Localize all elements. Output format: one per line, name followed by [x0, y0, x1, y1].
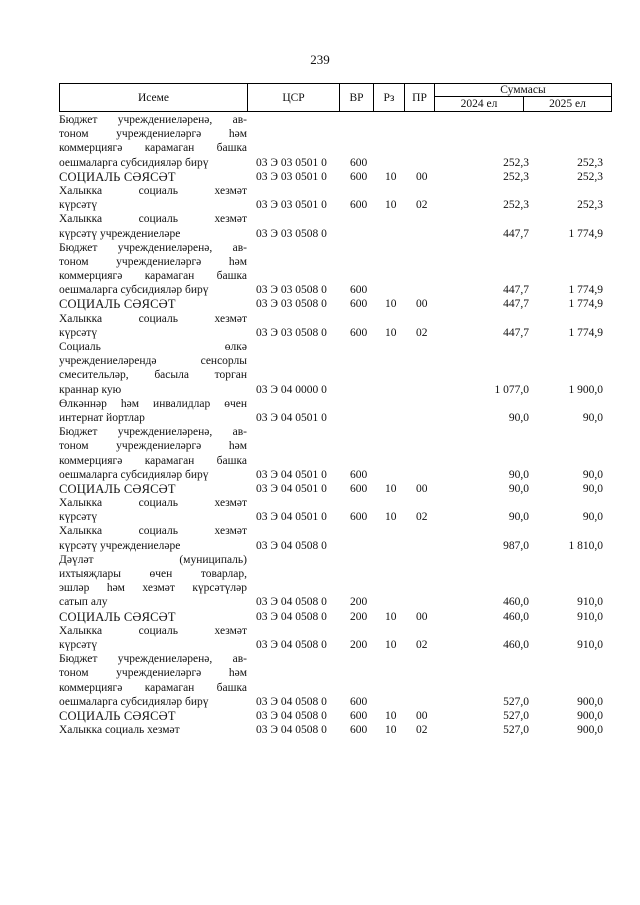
row-pr: 00: [416, 610, 428, 623]
row-sum-2024: 252,3: [503, 156, 529, 169]
row-name-line: күрсәтү: [59, 199, 98, 212]
row-name-line: эшләр һәм хезмәт күрсәтүләр: [59, 582, 247, 595]
row-name-line: сатып алу: [59, 596, 108, 609]
row-vr: 600: [350, 511, 368, 524]
row-name-line: СОЦИАЛЬ СӘЯСӘТ: [59, 609, 176, 624]
table-row: [59, 241, 611, 298]
row-sum-2025: 90,0: [582, 411, 603, 424]
row-name: [59, 184, 247, 212]
row-sum-2024: 1 077,0: [494, 383, 529, 396]
row-sum-2024: 447,7: [503, 227, 529, 240]
row-name: [59, 312, 247, 340]
row-pr: 02: [416, 326, 428, 339]
row-sum-2025: 900,0: [577, 709, 603, 722]
row-rz: 10: [385, 326, 397, 339]
row-sum-2025: 1 774,9: [568, 326, 603, 339]
table-row: [59, 524, 611, 552]
row-csr: 03 Э 04 0508 0: [256, 539, 327, 552]
row-name-line: Халыкка социаль хезмәт: [59, 312, 247, 325]
row-pr: 00: [416, 298, 428, 311]
row-vr: 600: [350, 695, 368, 708]
table-row: [59, 624, 611, 652]
row-sum-2025: 252,3: [577, 156, 603, 169]
row-vr: 600: [350, 170, 368, 183]
row-vr: 200: [350, 610, 368, 623]
row-vr: 200: [350, 596, 368, 609]
row-csr: 03 Э 03 0501 0: [256, 156, 327, 169]
row-name-line: СОЦИАЛЬ СӘЯСӘТ: [59, 297, 176, 312]
header-sums: Суммасы: [435, 84, 612, 97]
row-pr: 00: [416, 170, 428, 183]
row-sum-2025: 252,3: [577, 199, 603, 212]
row-pr: 00: [416, 482, 428, 495]
row-name-line: интернат йортлар: [59, 411, 145, 424]
row-name-line: Бюджет учреждениеләренә, ав-: [59, 114, 247, 126]
row-sum-2024: 447,7: [503, 298, 529, 311]
table-row: [59, 709, 611, 723]
row-sum-2025: 910,0: [577, 638, 603, 651]
row-name: [59, 610, 247, 624]
row-rz: 10: [385, 511, 397, 524]
row-name-line: оешмаларга субсидияләр бирү: [59, 156, 209, 169]
row-name: [59, 652, 247, 709]
row-pr: 00: [416, 709, 428, 722]
row-csr: 03 Э 04 0501 0: [256, 511, 327, 524]
row-name-line: Бюджет учреждениеләренә, ав-: [59, 653, 247, 666]
table-header: [59, 83, 612, 112]
row-vr: 600: [350, 326, 368, 339]
row-name-line: Халыкка социаль хезмәт: [59, 213, 247, 226]
row-name-line: тоном учреждениеләргә һәм: [59, 255, 247, 268]
row-rz: 10: [385, 170, 397, 183]
row-sum-2025: 1 900,0: [568, 383, 603, 396]
row-name-line: Бюджет учреждениеләренә, ав-: [59, 426, 247, 439]
row-sum-2024: 90,0: [508, 411, 529, 424]
row-csr: 03 Э 04 0501 0: [256, 468, 327, 481]
row-sum-2024: 90,0: [508, 468, 529, 481]
row-name: [59, 709, 247, 723]
row-name-line: Дәүләт (муниципаль): [59, 553, 247, 566]
row-csr: 03 Э 03 0508 0: [256, 227, 327, 240]
row-sum-2024: 447,7: [503, 284, 529, 297]
row-vr: 600: [350, 482, 368, 495]
row-name: [59, 482, 247, 496]
row-name-line: оешмаларга субсидияләр бирү: [59, 468, 209, 481]
row-name: [59, 297, 247, 311]
row-name-line: СОЦИАЛЬ СӘЯСӘТ: [59, 481, 176, 496]
row-rz: 10: [385, 610, 397, 623]
table-row: [59, 212, 611, 240]
row-csr: 03 Э 04 0508 0: [256, 610, 327, 623]
row-vr: 200: [350, 638, 368, 651]
row-name-line: смесительләр, басыла торган: [59, 369, 247, 382]
table-row: [59, 723, 611, 737]
header-csr: ЦСР: [248, 84, 340, 112]
table-row: [59, 496, 611, 524]
header-pr: ПР: [405, 84, 435, 112]
row-rz: 10: [385, 482, 397, 495]
row-sum-2025: 252,3: [577, 170, 603, 183]
table-row: [59, 184, 611, 212]
row-csr: 03 Э 04 0508 0: [256, 596, 327, 609]
row-csr: 03 Э 04 0508 0: [256, 638, 327, 651]
row-name: [59, 212, 247, 240]
row-sum-2025: 910,0: [577, 610, 603, 623]
row-name-line: Халыкка социаль хезмәт: [59, 624, 247, 637]
table-row: [59, 312, 611, 340]
row-name-line: күрсәтү учреждениеләре: [59, 227, 181, 240]
row-rz: 10: [385, 709, 397, 722]
row-vr: 600: [350, 284, 368, 297]
row-csr: 03 Э 03 0501 0: [256, 170, 327, 183]
table-row: [59, 425, 611, 482]
row-sum-2024: 252,3: [503, 199, 529, 212]
row-sum-2025: 90,0: [582, 511, 603, 524]
row-sum-2025: 1 774,9: [568, 284, 603, 297]
row-name: [59, 553, 247, 610]
row-sum-2025: 1 774,9: [568, 298, 603, 311]
row-name-line: учреждениеләрендә сенсорлы: [59, 355, 247, 368]
row-sum-2025: 1 774,9: [568, 227, 603, 240]
row-vr: 600: [350, 724, 368, 737]
row-sum-2024: 460,0: [503, 638, 529, 651]
row-name-line: Халыкка социаль хезмәт: [59, 497, 247, 510]
table-row: [59, 170, 611, 184]
row-name-line: оешмаларга субсидияләр бирү: [59, 695, 209, 708]
header-2025: 2025 ел: [524, 97, 612, 112]
row-sum-2024: 90,0: [508, 482, 529, 495]
row-name-line: Социаль өлкә: [59, 341, 247, 353]
row-name-line: коммерциягә карамаган башка: [59, 142, 247, 155]
row-csr: 03 Э 04 0000 0: [256, 383, 327, 396]
row-pr: 02: [416, 199, 428, 212]
row-sum-2024: 460,0: [503, 610, 529, 623]
row-csr: 03 Э 04 0508 0: [256, 695, 327, 708]
header-rz: Рз: [374, 84, 405, 112]
row-sum-2024: 252,3: [503, 170, 529, 183]
row-name-line: Халыкка социаль хезмәт: [59, 525, 247, 538]
table-body: [59, 113, 611, 737]
row-vr: 600: [350, 468, 368, 481]
header-vr: ВР: [340, 84, 374, 112]
row-csr: 03 Э 04 0508 0: [256, 724, 327, 737]
row-csr: 03 Э 03 0508 0: [256, 284, 327, 297]
row-sum-2025: 1 810,0: [568, 539, 603, 552]
row-pr: 02: [416, 724, 428, 737]
header-2024: 2024 ел: [435, 97, 524, 112]
table-row: [59, 610, 611, 624]
row-name-line: СОЦИАЛЬ СӘЯСӘТ: [59, 708, 176, 723]
row-name-line: краннар кую: [59, 383, 122, 396]
page-number: 239: [310, 52, 330, 67]
row-sum-2025: 900,0: [577, 695, 603, 708]
table-row: [59, 652, 611, 709]
row-name-line: оешмаларга субсидияләр бирү: [59, 284, 209, 297]
row-csr: 03 Э 04 0501 0: [256, 482, 327, 495]
row-name-line: коммерциягә карамаган башка: [59, 681, 247, 694]
header-name: Исеме: [60, 84, 248, 112]
row-name-line: тоном учреждениеләргә һәм: [59, 440, 247, 453]
row-name: [59, 425, 247, 482]
row-name: [59, 340, 247, 397]
row-sum-2025: 900,0: [577, 724, 603, 737]
row-pr: 02: [416, 638, 428, 651]
table-row: [59, 397, 611, 425]
row-rz: 10: [385, 638, 397, 651]
row-vr: 600: [350, 199, 368, 212]
row-vr: 600: [350, 298, 368, 311]
row-vr: 600: [350, 709, 368, 722]
row-name: [59, 397, 247, 425]
row-sum-2024: 527,0: [503, 695, 529, 708]
row-name-line: тоном учреждениеләргә һәм: [59, 128, 247, 141]
row-vr: 600: [350, 156, 368, 169]
table-row: [59, 553, 611, 610]
row-name-line: күрсәтү: [59, 511, 98, 524]
row-sum-2024: 90,0: [508, 511, 529, 524]
row-name: [59, 241, 247, 298]
row-name: [59, 113, 247, 170]
row-name-line: Өлкәннәр һәм инвалидлар өчен: [59, 397, 247, 410]
row-name-line: коммерциягә карамаган башка: [59, 270, 247, 283]
row-name-line: Бюджет учреждениеләренә, ав-: [59, 241, 247, 254]
row-name-line: күрсәтү учреждениеләре: [59, 539, 181, 552]
row-rz: 10: [385, 724, 397, 737]
row-name: [59, 524, 247, 552]
row-rz: 10: [385, 199, 397, 212]
row-name: [59, 723, 247, 737]
row-sum-2024: 527,0: [503, 724, 529, 737]
row-sum-2025: 90,0: [582, 468, 603, 481]
row-sum-2024: 460,0: [503, 596, 529, 609]
row-name-line: Халыкка социаль хезмәт: [59, 724, 180, 737]
row-name-line: күрсәтү: [59, 638, 98, 651]
row-sum-2024: 447,7: [503, 326, 529, 339]
row-csr: 03 Э 03 0501 0: [256, 199, 327, 212]
table-row: [59, 297, 611, 311]
row-sum-2024: 987,0: [503, 539, 529, 552]
row-rz: 10: [385, 298, 397, 311]
row-name-line: күрсәтү: [59, 326, 98, 339]
row-name-line: тоном учреждениеләргә һәм: [59, 667, 247, 680]
row-pr: 02: [416, 511, 428, 524]
row-name-line: СОЦИАЛЬ СӘЯСӘТ: [59, 169, 176, 184]
table-row: [59, 113, 611, 170]
row-name: [59, 170, 247, 184]
row-sum-2024: 527,0: [503, 709, 529, 722]
row-csr: 03 Э 04 0501 0: [256, 411, 327, 424]
row-sum-2025: 910,0: [577, 596, 603, 609]
table-row: [59, 340, 611, 397]
row-name-line: коммерциягә карамаган башка: [59, 454, 247, 467]
row-name: [59, 496, 247, 524]
row-csr: 03 Э 04 0508 0: [256, 709, 327, 722]
row-name: [59, 624, 247, 652]
table-row: [59, 482, 611, 496]
row-sum-2025: 90,0: [582, 482, 603, 495]
row-name-line: ихтыяҗлары өчен товарлар,: [59, 568, 247, 580]
row-csr: 03 Э 03 0508 0: [256, 326, 327, 339]
row-name-line: Халыкка социаль хезмәт: [59, 184, 247, 197]
row-csr: 03 Э 03 0508 0: [256, 298, 327, 311]
